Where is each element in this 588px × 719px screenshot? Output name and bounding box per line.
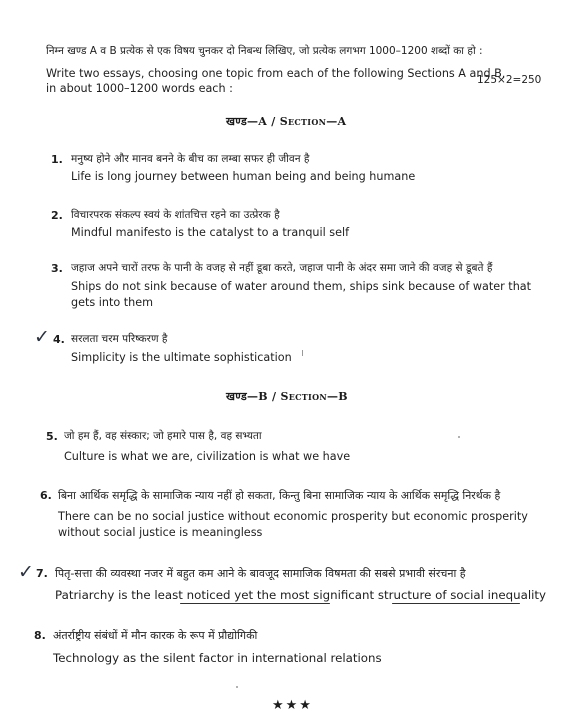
question-3-hindi: जहाज अपने चारों तरफ के पानी के वजह से नहीं डूबा करते, जहाज पानी के अंदर समा जाने की वजह से डूबते हैं — [71, 262, 493, 274]
handwritten-underline — [392, 603, 520, 604]
marks-allocation: 125×2=250 — [477, 74, 542, 86]
question-2-english: Mindful manifesto is the catalyst to a tranquil self — [71, 226, 350, 239]
question-3-english-line1: Ships do not sink because of water around them, ships sink because of water that — [71, 280, 532, 293]
handwritten-underline — [180, 603, 330, 604]
question-8-hindi: अंतर्राष्ट्रीय संबंधों में मौन कारक के रूप में प्रौद्योगिकी — [53, 629, 258, 642]
question-number-4: 4. — [53, 333, 65, 346]
end-stars: ★★★ — [272, 698, 313, 713]
question-1-hindi: मनुष्य होने और मानव बनने के बीच का लम्बा सफर ही जीवन है — [71, 153, 310, 165]
check-mark-icon: ✓ — [34, 326, 50, 348]
section-b-heading: खण्ड—B / Section—B — [226, 390, 348, 403]
question-2-hindi: विचारपरक संकल्प स्वयं के शांतचित्त रहने का उत्प्रेरक है — [71, 209, 280, 221]
question-4-hindi: सरलता चरम परिष्करण है — [71, 333, 168, 345]
question-number-5: 5. — [46, 430, 58, 443]
question-7-english: Patriarchy is the least noticed yet the most significant structure of social inequality — [55, 588, 547, 602]
instructions-english-line1: Write two essays, choosing one topic from each of the following Sections A and B, — [46, 67, 506, 80]
question-7-hindi: पितृ-सत्ता की व्यवस्था नजर में बहुत कम आने के बावजूद सामाजिक विषमता की सबसे प्रभावी संरचना है — [55, 567, 466, 580]
question-number-6: 6. — [40, 489, 52, 502]
question-5-hindi: जो हम हैं, वह संस्कार; जो हमारे पास है, वह सभ्यता — [64, 430, 262, 442]
question-6-english-line2: without social justice is meaningless — [58, 526, 263, 539]
question-number-1: 1. — [51, 153, 63, 166]
question-8-english: Technology as the silent factor in international relations — [53, 651, 382, 665]
question-4-english: Simplicity is the ultimate sophistication — [71, 351, 292, 364]
question-number-7: 7. — [36, 567, 48, 580]
paper-speck — [458, 436, 460, 438]
question-number-3: 3. — [51, 262, 63, 275]
paper-speck — [236, 686, 238, 688]
question-3-english-line2: gets into them — [71, 296, 153, 309]
instructions-english-line2: in about 1000–1200 words each : — [46, 82, 233, 95]
question-6-english-line1: There can be no social justice without economic prosperity but economic prosperity — [58, 510, 528, 523]
question-5-english: Culture is what we are, civilization is what we have — [64, 450, 351, 463]
check-mark-icon: ✓ — [18, 561, 34, 583]
question-number-2: 2. — [51, 209, 63, 222]
section-a-heading: खण्ड—A / Section—A — [226, 115, 347, 128]
stray-ink-mark — [302, 350, 303, 356]
question-number-8: 8. — [34, 629, 46, 642]
instructions-hindi: निम्न खण्ड A व B प्रत्येक से एक विषय चुनकर दो निबन्ध लिखिए, जो प्रत्येक लगभग 1000–1200 शब्दों का हो : — [46, 45, 483, 57]
question-1-english: Life is long journey between human being and being humane — [71, 170, 416, 183]
question-6-hindi: बिना आर्थिक समृद्धि के सामाजिक न्याय नहीं हो सकता, किन्तु बिना सामाजिक न्याय के आर्थिक समृद्धि निरर्थक है — [58, 489, 501, 502]
